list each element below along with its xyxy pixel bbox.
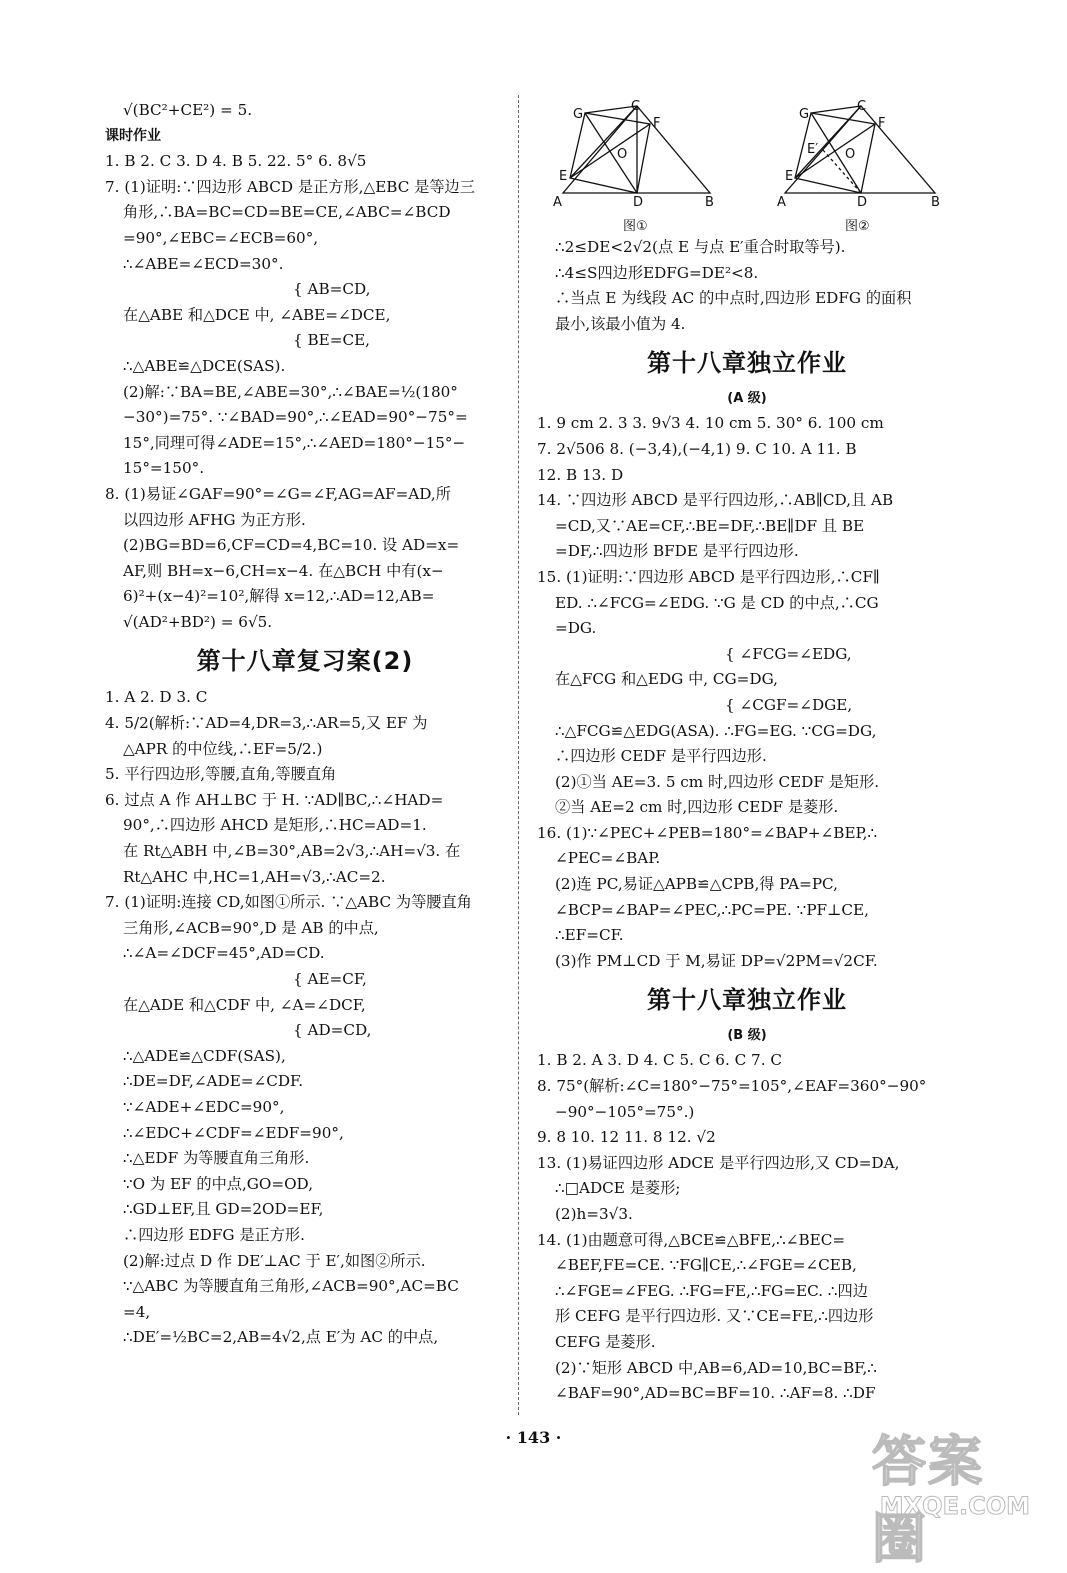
text-line: ②当 AE=2 cm 时,四边形 CEDF 是菱形. bbox=[555, 798, 839, 817]
text-line: ∠PEC=∠BAP. bbox=[555, 849, 661, 868]
text-line: 5. 平行四边形,等腰,直角,等腰直角 bbox=[105, 765, 337, 784]
text-line: Rt△AHC 中,HC=1,AH=√3,∴AC=2. bbox=[123, 867, 386, 886]
text-line: ∴∠EDC+∠CDF=∠EDF=90°, bbox=[123, 1123, 344, 1142]
text-line: 课时作业 bbox=[105, 127, 161, 144]
text-line: 14. (1)由题意可得,△BCE≌△BFE,∴∠BEC= bbox=[537, 1230, 846, 1249]
fig2-caption: 图② bbox=[845, 219, 870, 233]
text-line: { AE=CF, bbox=[293, 970, 367, 988]
text-line: ∴DE=DF,∠ADE=∠CDF. bbox=[123, 1072, 304, 1091]
text-line: { BE=CE, bbox=[293, 331, 370, 350]
text-line: 1. B 2. A 3. D 4. C 5. C 6. C 7. C bbox=[537, 1051, 782, 1070]
text-line: { AD=CD, bbox=[293, 1021, 372, 1040]
label-d1: D bbox=[633, 195, 644, 210]
text-line: ∠BCP=∠BAP=∠PEC,∴PC=PE. ∵PF⊥CE, bbox=[555, 900, 869, 919]
text-line: −90°−105°=75°.) bbox=[555, 1102, 695, 1121]
text-line: 三角形,∠ACB=90°,D 是 AB 的中点, bbox=[123, 918, 379, 937]
text-line: ∴△ADE≌△CDF(SAS), bbox=[123, 1046, 286, 1065]
figure-spacer bbox=[537, 98, 957, 235]
label-eprime2: E′ bbox=[807, 142, 819, 157]
text-line: ∠BAF=90°,AD=BC=BF=10. ∴AF=8. ∴DF bbox=[555, 1384, 876, 1403]
label-f1: F bbox=[653, 116, 661, 131]
text-line: ∵∠ADE+∠EDC=90°, bbox=[123, 1097, 285, 1116]
text-line: 90°,∴四边形 AHCD 是矩形,∴HC=AD=1. bbox=[123, 816, 427, 835]
text-line: 6)²+(x−4)²=10²,解得 x=12,∴AD=12,AB= bbox=[123, 587, 435, 606]
text-line: ∴∠A=∠DCF=45°,AD=CD. bbox=[123, 944, 325, 963]
text-line: AF,则 BH=x−6,CH=x−4. 在△BCH 中有(x− bbox=[123, 561, 444, 580]
watermark-url: MXQE.COM bbox=[879, 1492, 1030, 1520]
fig1-caption: 图① bbox=[623, 219, 648, 233]
text-line: ∴四边形 CEDF 是平行四边形. bbox=[555, 747, 767, 766]
text-line: 1. A 2. D 3. C bbox=[105, 688, 208, 707]
text-line: { ∠CGF=∠DGE, bbox=[725, 695, 853, 714]
text-line: ∴2≤DE<2√2(点 E 与点 E′重合时取等号). bbox=[555, 238, 846, 256]
left-column bbox=[105, 98, 505, 1351]
watermark bbox=[872, 1419, 1032, 1570]
text-line: =DG. bbox=[555, 619, 597, 638]
label-c2: C bbox=[857, 99, 867, 114]
text-line: √(BC²+CE²) = 5. bbox=[123, 101, 253, 119]
label-o2: O bbox=[845, 147, 856, 162]
text-line: ∴EF=CF. bbox=[555, 926, 624, 945]
text-line: 13. (1)易证四边形 ADCE 是平行四边形,又 CD=DA, bbox=[537, 1153, 900, 1172]
text-line: △APR 的中位线,∴EF=5/2.) bbox=[123, 739, 323, 758]
section-heading: 第十八章复习案(2) bbox=[196, 647, 414, 676]
text-line: CEFG 是菱形. bbox=[555, 1332, 656, 1351]
label-b2: B bbox=[931, 195, 940, 210]
text-line: 15°=150°. bbox=[123, 459, 205, 478]
text-line: =CD,又∵AE=CF,∴BE=DF,∴BE∥DF 且 BE bbox=[555, 516, 865, 535]
level-heading: (A 级) bbox=[727, 391, 767, 407]
text-line: 在 Rt△ABH 中,∠B=30°,AB=2√3,∴AH=√3. 在 bbox=[123, 842, 461, 861]
text-line: =4, bbox=[123, 1302, 151, 1321]
text-line: 9. 8 10. 12 11. 8 12. √2 bbox=[537, 1128, 716, 1147]
text-line: (2)①当 AE=3. 5 cm 时,四边形 CEDF 是矩形. bbox=[555, 772, 880, 791]
text-line: (2)BG=BD=6,CF=CD=4,BC=10. 设 AD=x= bbox=[123, 536, 460, 555]
text-line: { ∠FCG=∠EDG, bbox=[725, 644, 852, 663]
text-line: ∴△FCG≌△EDG(ASA). ∴FG=EG. ∵CG=DG, bbox=[555, 721, 877, 740]
column-divider bbox=[518, 95, 519, 1415]
text-line: 4. 5/2(解析:∵AD=4,DR=3,∴AR=5,又 EF 为 bbox=[105, 714, 428, 733]
text-line: 角形,∴BA=BC=CD=BE=CE,∠ABC=∠BCD bbox=[123, 203, 451, 222]
text-line: ∵△ABC 为等腰直角三角形,∠ACB=90°,AC=BC bbox=[123, 1277, 459, 1296]
text-line: ∴4≤S四边形EDFG=DE²<8. bbox=[555, 263, 759, 282]
text-line: (2)解:过点 D 作 DE′⊥AC 于 E′,如图②所示. bbox=[123, 1251, 426, 1270]
text-line: 7. (1)证明:连接 CD,如图①所示. ∵△ABC 为等腰直角 bbox=[105, 893, 472, 912]
label-c1: C bbox=[631, 99, 641, 114]
text-line: 1. 9 cm 2. 3 3. 9√3 4. 10 cm 5. 30° 6. 100 cm bbox=[537, 414, 884, 433]
text-line: (2)连 PC,易证△APB≌△CPB,得 PA=PC, bbox=[555, 875, 838, 894]
text-line: ∴△ABE≌△DCE(SAS). bbox=[123, 356, 286, 375]
text-line: 15. (1)证明:∵四边形 ABCD 是平行四边形,∴CF∥ bbox=[537, 567, 880, 586]
text-line: 6. 过点 A 作 AH⊥BC 于 H. ∵AD∥BC,∴∠HAD= bbox=[105, 790, 444, 809]
text-line: −30°)=75°. ∵∠BAD=90°,∴∠EAD=90°−75°= bbox=[123, 408, 468, 427]
text-line: 8. (1)易证∠GAF=90°=∠G=∠F,AG=AF=AD,所 bbox=[105, 484, 451, 503]
text-line: =90°,∠EBC=∠ECB=60°, bbox=[123, 228, 319, 247]
text-line: (2)解:∵BA=BE,∠ABE=30°,∴∠BAE=½(180° bbox=[123, 382, 458, 401]
text-line: ∴四边形 EDFG 是正方形. bbox=[123, 1225, 305, 1244]
text-line: ∴GD⊥EF,且 GD=2OD=EF, bbox=[123, 1200, 324, 1219]
page-number: · 143 · bbox=[505, 1428, 562, 1447]
text-line: ∵O 为 EF 的中点,GO=OD, bbox=[123, 1174, 314, 1193]
text-line: 最小,该最小值为 4. bbox=[555, 314, 686, 333]
label-g2: G bbox=[799, 107, 810, 122]
label-a1: A bbox=[553, 195, 562, 210]
text-line: ∴□ADCE 是菱形; bbox=[555, 1179, 681, 1198]
section-heading: 第十八章独立作业 bbox=[647, 986, 847, 1015]
label-o1: O bbox=[617, 147, 628, 162]
text-line: ∴∠FGE=∠FEG. ∴FG=FE,∴FG=EC. ∴四边 bbox=[555, 1281, 868, 1300]
text-line: ∴DE′=½BC=2,AB=4√2,点 E′为 AC 的中点, bbox=[123, 1328, 439, 1347]
text-line: ED. ∴∠FCG=∠EDG. ∵G 是 CD 的中点,∴CG bbox=[555, 593, 879, 612]
text-line: 14. ∵四边形 ABCD 是平行四边形,∴AB∥CD,且 AB bbox=[537, 491, 894, 510]
text-line: ∴∠ABE=∠ECD=30°. bbox=[123, 254, 284, 273]
text-line: 在△ADE 和△CDF 中, ∠A=∠DCF, bbox=[123, 995, 366, 1014]
text-line: (2)∵矩形 ABCD 中,AB=6,AD=10,BC=BF,∴ bbox=[555, 1358, 877, 1377]
text-line: 以四边形 AFHG 为正方形. bbox=[123, 510, 306, 529]
section-heading: 第十八章独立作业 bbox=[647, 349, 847, 378]
label-d2: D bbox=[857, 195, 868, 210]
text-line: 8. 75°(解析:∠C=180°−75°=105°,∠EAF=360°−90° bbox=[537, 1077, 927, 1096]
text-line: √(AD²+BD²) = 6√5. bbox=[123, 612, 273, 631]
text-line: 12. B 13. D bbox=[537, 465, 624, 484]
text-line: 15°,同理可得∠ADE=15°,∴∠AED=180°−15°− bbox=[123, 433, 466, 452]
label-e1: E bbox=[559, 169, 568, 184]
text-line: =DF,∴四边形 BFDE 是平行四边形. bbox=[555, 542, 799, 561]
text-line: 形 CEFG 是平行四边形. 又∵CE=FE,∴四边形 bbox=[555, 1307, 874, 1326]
text-line: 7. (1)证明:∵四边形 ABCD 是正方形,△EBC 是等边三 bbox=[105, 177, 475, 196]
text-line: 16. (1)∵∠PEC+∠PEB=180°=∠BAP+∠BEP,∴ bbox=[537, 823, 878, 842]
right-column bbox=[537, 98, 957, 1407]
label-g1: G bbox=[573, 107, 584, 122]
text-line: ∴当点 E 为线段 AC 的中点时,四边形 EDFG 的面积 bbox=[555, 289, 912, 308]
text-line: ∴△EDF 为等腰直角三角形. bbox=[123, 1149, 310, 1168]
text-line: 在△FCG 和△EDG 中, CG=DG, bbox=[555, 670, 778, 689]
text-line: 1. B 2. C 3. D 4. B 5. 22. 5° 6. 8√5 bbox=[105, 152, 367, 171]
text-line: { AB=CD, bbox=[293, 280, 371, 299]
text-line: (3)作 PM⊥CD 于 M,易证 DP=√2PM=√2CF. bbox=[555, 951, 878, 970]
text-line: 在△ABE 和△DCE 中, ∠ABE=∠DCE, bbox=[123, 305, 391, 324]
label-f2: F bbox=[878, 116, 886, 131]
text-line: 7. 2√506 8. (−3,4),(−4,1) 9. C 10. A 11. B bbox=[537, 439, 857, 458]
label-e2: E bbox=[785, 169, 794, 184]
text-line: (2)h=3√3. bbox=[555, 1205, 633, 1223]
text-line: ∠BEF,FE=CE. ∵FG∥CE,∴∠FGE=∠CEB, bbox=[555, 1256, 857, 1275]
level-heading: (B 级) bbox=[727, 1028, 767, 1044]
watermark-logo: 答案圈 bbox=[872, 1430, 984, 1570]
label-b1: B bbox=[705, 195, 714, 210]
label-a2: A bbox=[777, 195, 786, 210]
